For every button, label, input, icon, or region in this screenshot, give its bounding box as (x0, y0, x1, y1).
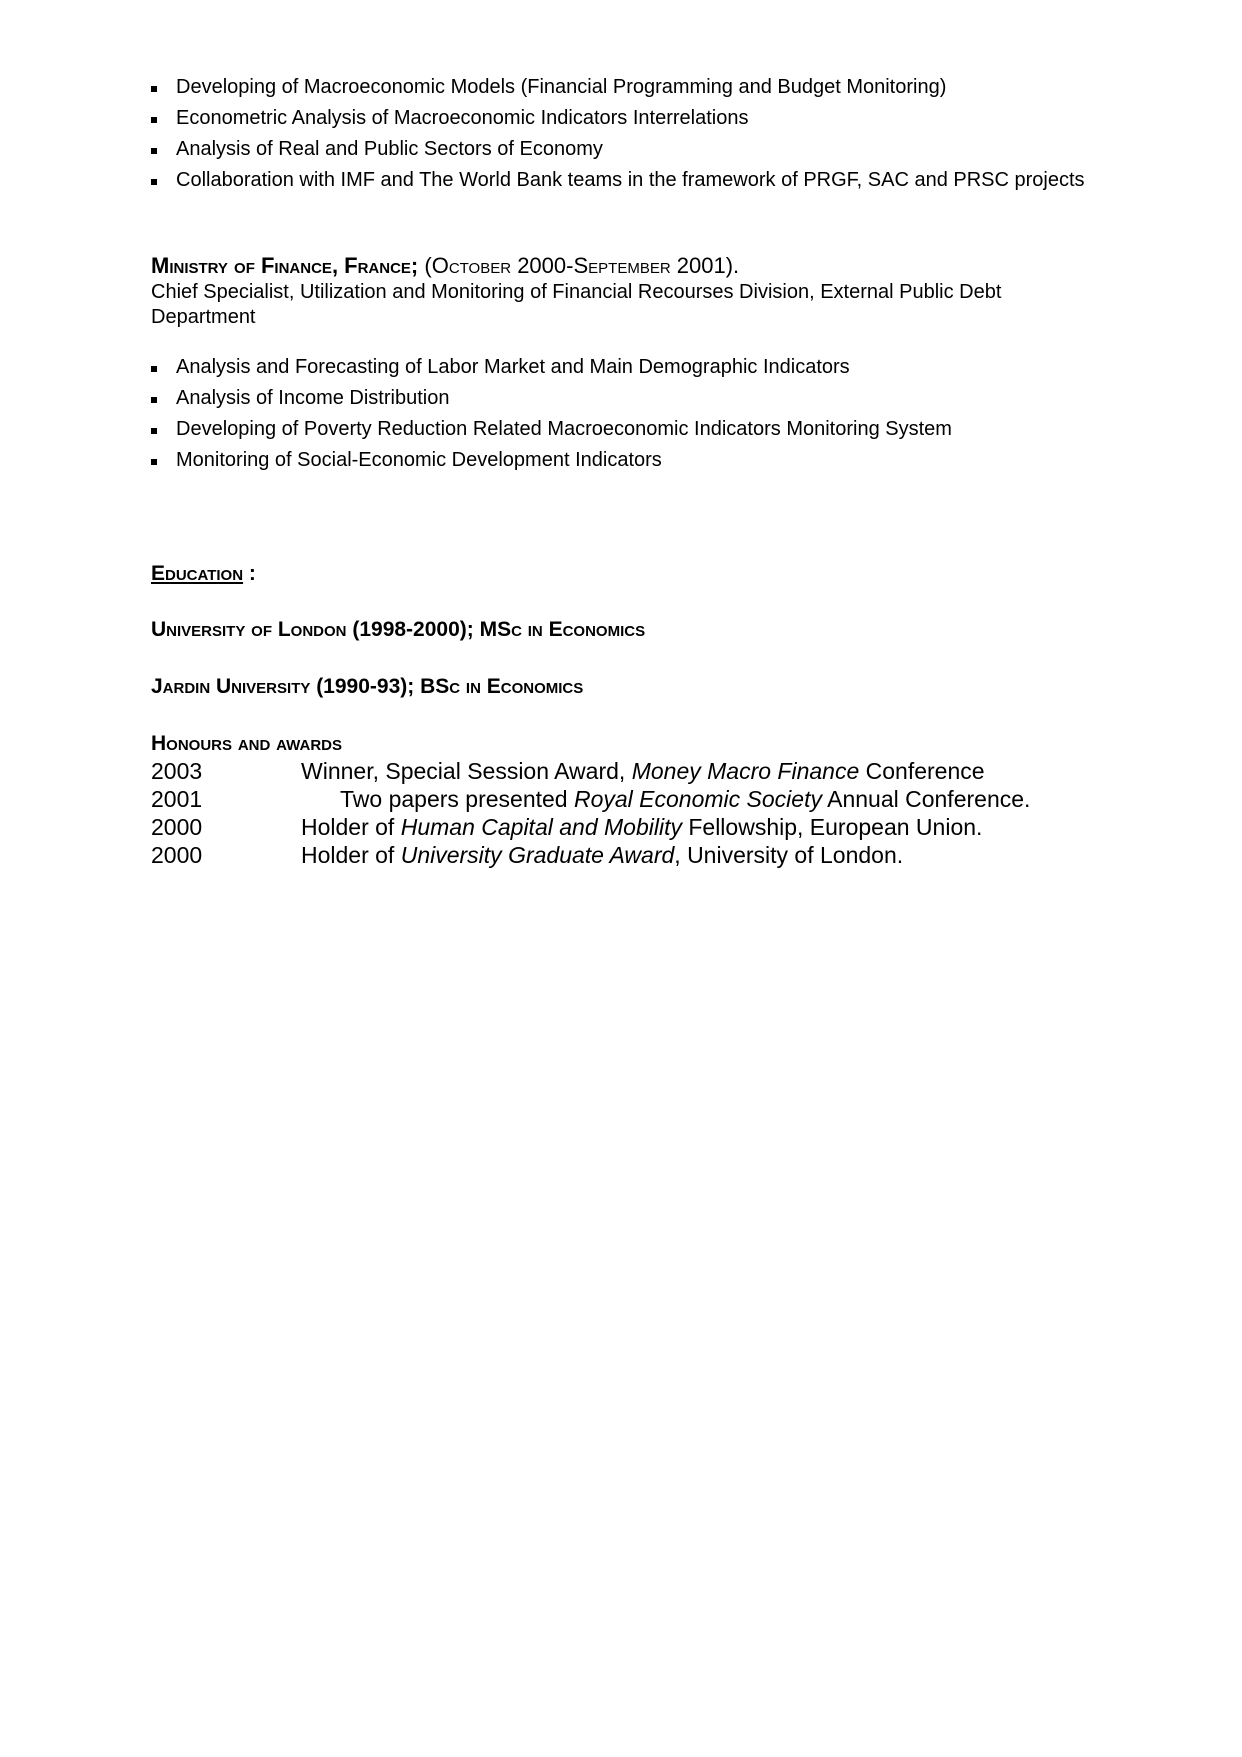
award-row (151, 841, 1111, 869)
award-text-post: Fellowship, European Union. (681, 814, 983, 840)
award-text-italic: Human Capital and Mobility (400, 814, 682, 840)
list-item (151, 386, 1096, 411)
award-text-pre: Holder of (301, 842, 401, 868)
square-bullet-icon (151, 179, 157, 185)
award-row (151, 813, 1111, 841)
award-year: 2000 (151, 842, 203, 868)
square-bullet-icon (151, 366, 157, 372)
square-bullet-icon (151, 86, 157, 92)
list-item-text: Econometric Analysis of Macroeconomic Indicators Interrelations (176, 107, 749, 129)
award-text-post: Conference (859, 758, 985, 784)
education-heading-suffix: : (243, 562, 256, 585)
list-item-text: Collaboration with IMF and The World Bank teams in the framework of PRGF, SAC and PRSC projects (176, 169, 1085, 191)
list-item-text: Analysis of Income Distribution (176, 387, 450, 409)
award-text-italic: Royal Economic Society (573, 786, 822, 812)
previous-role-duties-list (151, 75, 1096, 199)
employer-period-open: ( (418, 253, 432, 278)
award-text-pre: Winner, Special Session Award, (301, 758, 632, 784)
awards-list (151, 757, 1111, 869)
award-row (151, 785, 1111, 813)
square-bullet-icon (151, 428, 157, 434)
award-row (151, 757, 1111, 785)
employer-period-year-start: 2000- (511, 253, 574, 278)
employer-heading (151, 253, 739, 279)
list-item (151, 355, 1096, 380)
list-item (151, 417, 1096, 442)
award-description (301, 757, 985, 785)
award-text-italic: University Graduate Award (400, 842, 675, 868)
list-item-text: Analysis and Forecasting of Labor Market and Main Demographic Indicators (176, 356, 850, 378)
square-bullet-icon (151, 117, 157, 123)
employer-period-month-end: September (573, 253, 671, 278)
award-text-pre: Two papers presented (340, 786, 574, 812)
degree-entry-bsc: Jardin University (1990-93); BSc in Economics (151, 675, 584, 698)
list-item-text: Analysis of Real and Public Sectors of Economy (176, 138, 603, 160)
employer-period-month-start: October (431, 253, 512, 278)
award-text-post: Annual Conference. (821, 786, 1031, 812)
award-description (340, 785, 1030, 813)
award-year: 2000 (151, 814, 203, 840)
education-heading-text: Education (151, 562, 244, 585)
honours-section-heading: Honours and awards (151, 732, 343, 755)
list-item (151, 448, 1096, 473)
award-description (301, 841, 903, 869)
award-description (301, 813, 982, 841)
job-title: Chief Specialist, Utilization and Monitoring of Financial Recourses Division, External Public Debt Department (151, 281, 1002, 328)
list-item-text: Monitoring of Social-Economic Development Indicators (176, 449, 662, 471)
degree-entry-msc: University of London (1998-2000); MSc in Economics (151, 618, 646, 641)
employer-period-year-end: 2001). (670, 253, 740, 278)
role-duties-list (151, 355, 1096, 479)
award-text-italic: Money Macro Finance (631, 758, 860, 784)
list-item-text: Developing of Macroeconomic Models (Financial Programming and Budget Monitoring) (176, 76, 947, 98)
award-text-post: , University of London. (674, 842, 904, 868)
education-section-heading (151, 561, 256, 587)
list-item (151, 168, 1096, 193)
employer-name: Ministry of Finance, France; (151, 253, 419, 278)
square-bullet-icon (151, 397, 157, 403)
list-item (151, 75, 1096, 100)
square-bullet-icon (151, 148, 157, 154)
award-text-pre: Holder of (301, 814, 401, 840)
list-item (151, 106, 1096, 131)
list-item-text: Developing of Poverty Reduction Related Macroeconomic Indicators Monitoring System (176, 418, 952, 440)
award-year: 2001 (151, 786, 203, 812)
square-bullet-icon (151, 459, 157, 465)
award-year: 2003 (151, 758, 203, 784)
list-item (151, 137, 1096, 162)
